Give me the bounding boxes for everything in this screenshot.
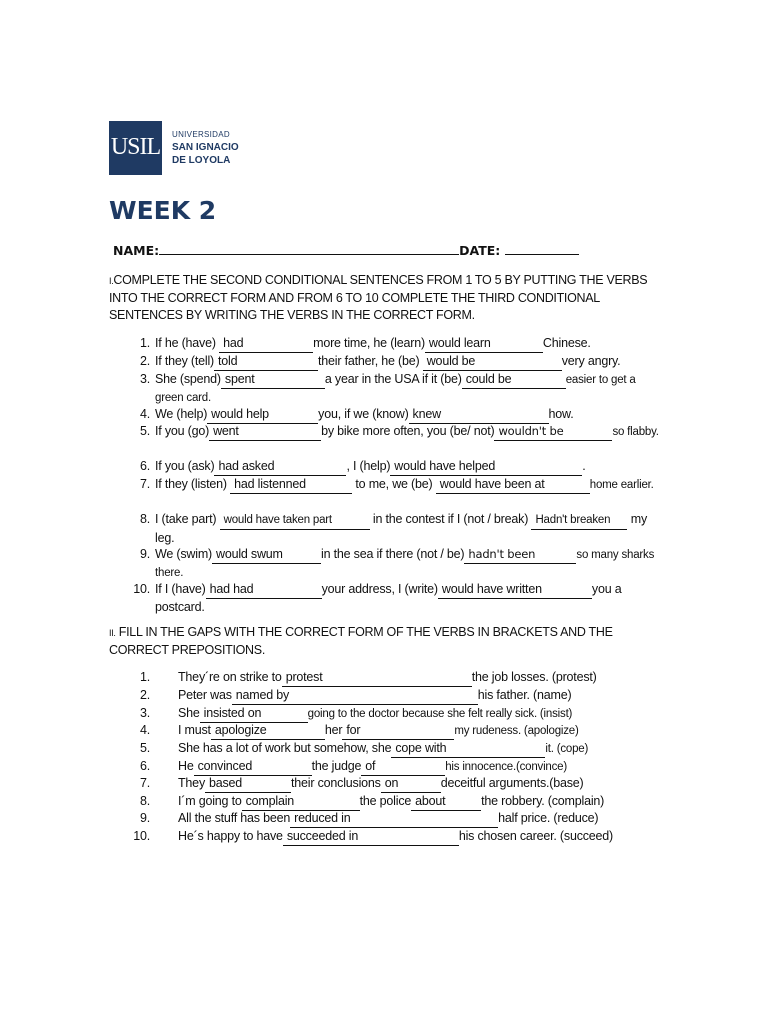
item-text: more time, he (learn) [313,336,425,350]
item-text: She (spend) [155,372,221,386]
answer-blank[interactable]: reduced in [290,810,498,828]
item-text: He´s happy to have [178,829,283,843]
item-text: I (take part) [155,512,217,526]
item-number: 10. [133,582,150,596]
item-number: 2. [139,688,150,702]
answer-blank[interactable]: succeeded in [283,828,459,846]
answer-blank[interactable]: would help [207,406,318,424]
item-text: the police [359,794,412,808]
item-text: their conclusions [291,776,381,790]
item-text: They [178,776,205,790]
answer-blank[interactable]: for [342,722,454,740]
item-text: easier to get a green card. [155,374,636,404]
answer-blank[interactable]: would swum [212,546,321,564]
item-number: 8. [139,512,150,526]
part2-item [139,758,668,776]
logo-text-line2: SAN IGNACIO [172,142,239,153]
date-field[interactable] [505,241,579,255]
item-number: 5. [139,741,150,755]
item-number: 3. [139,372,150,386]
answer-blank[interactable]: would have helped [390,458,582,476]
item-text: my rudeness. (apologize) [454,725,579,737]
answer-blank[interactable]: apologize [211,722,325,740]
part1-item [133,581,665,616]
item-text: very angry. [561,354,621,368]
item-text: , I (help) [346,459,391,473]
part2-item [139,705,668,723]
item-text: how. [548,407,574,421]
part2-item [139,810,668,828]
item-text: in the sea if there (not / be) [321,547,465,561]
answer-blank[interactable]: on [381,775,441,793]
item-number: 2. [139,354,150,368]
item-text: the robbery. (complain) [481,794,605,808]
item-text: Chinese. [542,336,591,350]
part1-numeral: I. [109,276,114,286]
item-number: 3. [139,706,150,720]
item-text: I must [178,723,211,737]
item-text: so many sharks there. [155,549,655,579]
part1-item [139,371,665,407]
part1-instructions [109,272,669,324]
item-text: If you (go) [155,424,210,438]
answer-blank[interactable]: convinced [194,758,312,776]
part1-item [139,335,665,353]
part2-item [139,722,668,740]
item-text: by bike more often, you (be/ not) [321,424,495,438]
part2-item [133,828,668,846]
item-text: going to the doctor because she felt really sick. (insist) [307,708,573,720]
answer-blank[interactable]: had had [206,581,322,599]
part1-item [139,406,665,424]
item-text: If they (tell) [155,354,215,368]
item-text: . [582,459,586,473]
answer-blank[interactable]: would have been at [436,476,590,494]
part2-item [139,740,668,758]
item-text: in the contest if I (not / break) [372,512,529,526]
item-text: If I (have) [155,582,206,596]
answer-blank[interactable]: wouldn't be [494,423,612,441]
answer-blank[interactable]: went [209,423,321,441]
part1-item [139,423,665,441]
part2-instructions [109,624,669,659]
item-text: my leg. [155,512,647,545]
item-number: 10. [133,829,150,843]
answer-blank[interactable]: based [205,775,291,793]
item-number: 4. [139,407,150,421]
answer-blank[interactable]: Hadn't breaken [531,512,627,530]
item-text: They´re on strike to [178,670,282,684]
item-text: his innocence.(convince) [445,761,568,773]
answer-blank[interactable]: would have written [438,581,592,599]
item-text: If he (have) [155,336,216,350]
item-text: to me, we (be) [355,477,433,491]
item-number: 7. [139,776,150,790]
item-text: He [178,759,194,773]
part2-item [139,793,668,811]
item-text: your address, I (write) [321,582,438,596]
part1-item [139,458,665,476]
item-text: Peter was [178,688,232,702]
item-number: 6. [139,459,150,473]
logo-text-line1: UNIVERSIDAD [172,130,230,139]
name-date-row [113,241,579,258]
part1-item [139,476,665,494]
item-number: 1. [139,336,150,350]
logo-monogram: USIL [110,134,161,160]
item-text: his chosen career. (succeed) [458,829,614,843]
item-text: her [324,723,343,737]
item-text: you a postcard. [155,582,622,614]
name-field[interactable] [159,241,459,255]
item-text: deceitful arguments.(base) [440,776,584,790]
item-text: half price. (reduce) [498,811,599,825]
answer-blank[interactable]: had [219,335,313,353]
item-number: 1. [139,670,150,684]
answer-blank[interactable]: would have taken part [220,512,370,530]
item-text: She has a lot of work but somehow, she [178,741,392,755]
item-number: 5. [139,424,150,438]
part2-item [139,669,668,687]
answer-blank[interactable]: complain [242,793,360,811]
item-text: I´m going to [178,794,242,808]
part1-item [139,546,665,582]
item-number: 7. [139,477,150,491]
item-text: you, if we (know) [318,407,409,421]
item-number: 8. [139,794,150,808]
part1-item [139,353,665,371]
part2-instructions-text: FILL IN THE GAPS WITH THE CORRECT FORM OF THE VERBS IN BRACKETS AND THE CORRECT PREPOSITIONS. [109,625,613,657]
item-text: She [178,706,200,720]
part2-numeral: II. [109,628,116,638]
item-number: 6. [139,759,150,773]
logo-mark [109,121,162,175]
date-label: DATE: [459,243,501,258]
answer-blank[interactable]: about [411,793,481,811]
answer-blank[interactable]: had asked [214,458,346,476]
part2-item [139,687,668,705]
logo-text-line3: DE LOYOLA [172,155,231,166]
item-text: home earlier. [589,479,654,491]
answer-blank[interactable]: protest [282,669,472,687]
answer-blank[interactable]: could be [462,371,566,389]
item-number: 4. [139,723,150,737]
answer-blank[interactable]: spent [221,371,325,389]
answer-blank[interactable]: insisted on [200,705,308,723]
answer-blank[interactable]: would learn [425,335,543,353]
answer-blank[interactable]: cope with [391,740,545,758]
answer-blank[interactable]: of [361,758,445,776]
item-text: a year in the USA if it (be) [324,372,462,386]
item-text: the job losses. (protest) [471,670,597,684]
part2-item [139,775,668,793]
item-text: If you (ask) [155,459,215,473]
page-title: WEEK 2 [109,196,217,225]
part1-instructions-text: COMPLETE THE SECOND CONDITIONAL SENTENCES FROM 1 TO 5 BY PUTTING THE VERBS INTO THE CORRECT FORM AND FROM 6 TO 10 COMPLETE THE THIRD CONDITIONAL SENTENCES BY WRITING THE VERBS IN THE CORRECT FORM. [109,273,648,322]
answer-blank[interactable]: named by [232,687,478,705]
item-text: All the stuff has been [178,811,291,825]
answer-blank[interactable]: hadn't been [464,546,576,564]
item-text: so flabby. [612,426,659,438]
item-number: 9. [139,547,150,561]
item-text: If they (listen) [155,477,227,491]
answer-blank[interactable]: told [214,353,318,371]
item-text: We (help) [155,407,208,421]
part1-item [139,511,665,547]
item-text: his father. (name) [477,688,572,702]
item-number: 9. [139,811,150,825]
university-logo [109,121,257,175]
answer-blank[interactable]: knew [409,406,549,424]
name-label: NAME: [113,243,160,258]
item-text: the judge [311,759,362,773]
answer-blank[interactable]: would be [423,353,562,371]
item-text: We (swim) [155,547,212,561]
item-text: their father, he (be) [318,354,420,368]
answer-blank[interactable]: had listenned [230,476,352,494]
item-text: it. (cope) [545,743,589,755]
